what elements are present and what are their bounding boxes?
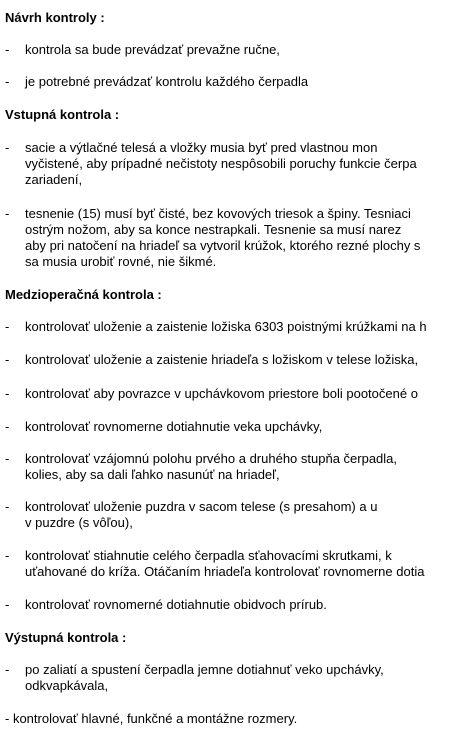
list-item-text	[25, 499, 377, 531]
list-item-text	[25, 140, 417, 188]
bullet-dash: -	[5, 140, 10, 155]
list-item-text	[25, 319, 427, 335]
text-line: uťahované do kríža. Otáčaním hriadeľa kontrolovať rovnomerne dotia	[25, 564, 425, 579]
bullet-dash: -	[5, 352, 10, 367]
text-line: vyčistené, aby prípadné nečistoty nespôsobili poruchy funkcie čerpa	[25, 156, 417, 171]
bullet-dash: -	[5, 319, 10, 334]
bullet-dash: -	[5, 662, 10, 677]
text-line: kontrolovať aby povrazce v upchávkovom priestore boli pootočené o	[25, 386, 418, 401]
text-line: aby pri natočení na hriadeľ sa vytvoril krúžok, ktorého rezné plochy s	[25, 238, 421, 253]
text-line: po zaliatí a spustení čerpadla jemne dotiahnuť veko upchávky,	[25, 662, 384, 677]
list-item-text	[25, 419, 322, 435]
text-line: v puzdre (s vôľou),	[25, 515, 133, 530]
text-line: je potrebné prevádzať kontrolu každého čerpadla	[25, 74, 309, 89]
list-item-text	[25, 548, 424, 580]
section-heading-navrh-kontroly: Návrh kontroly :	[5, 10, 105, 25]
list-item-text	[25, 206, 420, 270]
text-line: kontrolovať vzájomnú polohu prvého a druhého stupňa čerpadla,	[25, 451, 398, 466]
text-line: kontrola sa bude prevádzať prevažne ručne,	[25, 42, 280, 57]
section-heading-medzioperacna-kontrola: Medzioperačná kontrola :	[5, 287, 162, 302]
text-line: kolies, aby sa dali ľahko nasunúť na hriadeľ,	[25, 467, 280, 482]
text-line: kontrolovať rovnomerne dotiahnutie veka upchávky,	[25, 419, 323, 434]
text-line: odkvapkávala,	[25, 678, 109, 693]
list-item-text	[25, 386, 418, 402]
bullet-dash: -	[5, 386, 10, 401]
list-item-text	[25, 451, 397, 483]
text-line: sacie a výtlačné telesá a vložky musia byť pred vlastnou mon	[25, 140, 378, 155]
bullet-dash: -	[5, 74, 10, 89]
list-item-text	[25, 597, 327, 613]
final-line: - kontrolovať hlavné, funkčné a montážne rozmery.	[5, 711, 298, 726]
list-item-text	[25, 662, 384, 694]
text-line: kontrolovať uloženie a zaistenie ložiska 6303 poistnými krúžkami na h	[25, 319, 427, 334]
text-line: kontrolovať uloženie puzdra v sacom telese (s presahom) a u	[25, 499, 378, 514]
text-line: ostrým nožom, aby sa konce nestrapkali. Tesnenie sa musí narez	[25, 222, 402, 237]
bullet-dash: -	[5, 419, 10, 434]
text-line: kontrolovať rovnomerné dotiahnutie obidvoch prírub.	[25, 597, 327, 612]
section-heading-vystupna-kontrola: Výstupná kontrola :	[5, 630, 127, 645]
text-line: tesnenie (15) musí byť čisté, bez kovových triesok a špiny. Tesniaci	[25, 206, 411, 221]
bullet-dash: -	[5, 206, 10, 221]
bullet-dash: -	[5, 451, 10, 466]
text-line: kontrolovať uloženie a zaistenie hriadeľa s ložiskom v telese ložiska,	[25, 352, 419, 367]
section-heading-vstupna-kontrola: Vstupná kontrola :	[5, 107, 120, 122]
list-item-text	[25, 74, 308, 90]
list-item-text	[25, 42, 280, 58]
list-item-text	[25, 352, 418, 368]
text-line: kontrolovať stiahnutie celého čerpadla sťahovacími skrutkami, k	[25, 548, 392, 563]
bullet-dash: -	[5, 597, 10, 612]
text-line: sa musia urobiť rovné, nie šikmé.	[25, 254, 217, 269]
bullet-dash: -	[5, 42, 10, 57]
text-line: zariadení,	[25, 172, 83, 187]
bullet-dash: -	[5, 499, 10, 514]
bullet-dash: -	[5, 548, 10, 563]
